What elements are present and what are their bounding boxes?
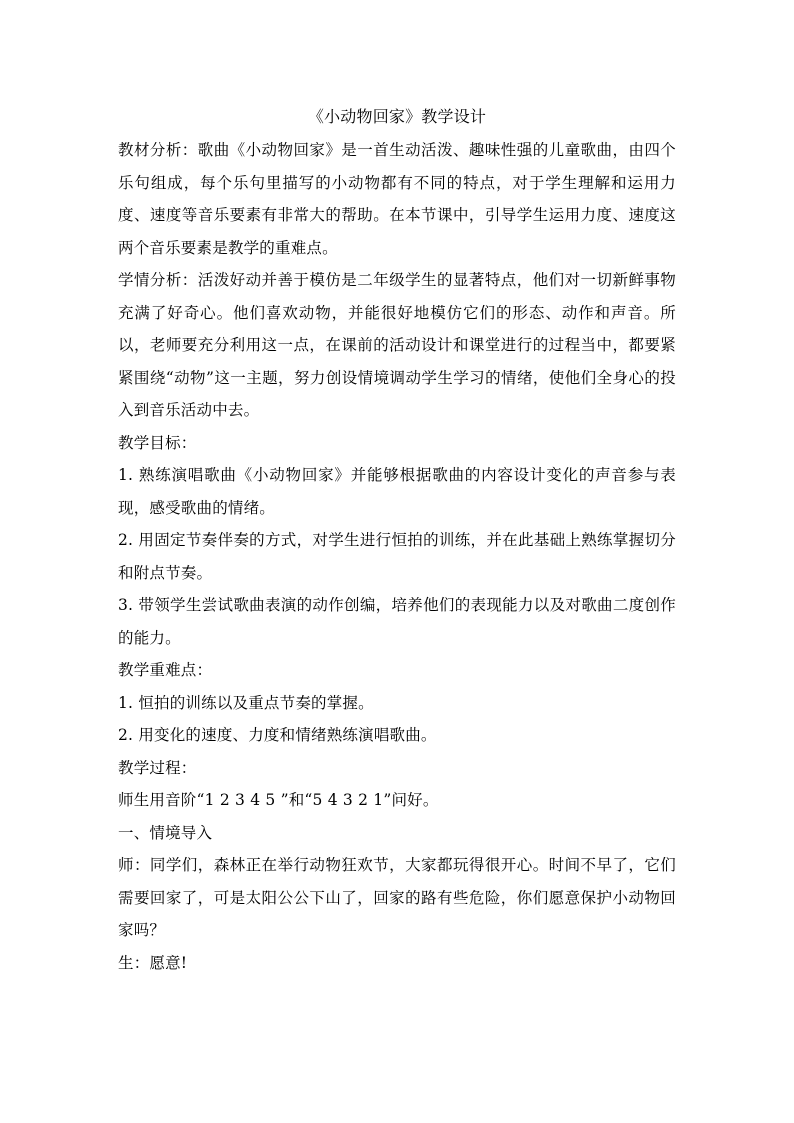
teaching-goals-heading: 教学目标： <box>118 433 197 452</box>
key-point-2: 2. 用变化的速度、力度和情绪熟练演唱歌曲。 <box>118 726 437 744</box>
student-analysis-paragraph: 学情分析：活泼好动并善于模仿是二年级学生的显著特点，他们对一切新鲜事物充满了好奇心。他们喜欢动物，并能很好地模仿它们的形态、动作和声音。所以，老师要充分利用这一点，在课前的活动设计和课堂进行的过程当中，都要紧紧围绕“动物”这一主题，努力创设情境调动学生学习的情绪，使他们全身心的投入到音乐活动中去。 <box>118 271 676 419</box>
material-analysis-paragraph: 教材分析：歌曲《小动物回家》是一首生动活泼、趣味性强的儿童歌曲，由四个乐句组成，每个乐句里描写的小动物都有不同的特点，对于学生理解和运用力度、速度等音乐要素有非常大的帮助。在本节课中，引导学生运用力度、速度这两个音乐要素是教学的重难点。 <box>118 141 676 257</box>
document-title: 《小动物回家》教学设计 <box>307 107 487 126</box>
teaching-goal-1: 1. 熟练演唱歌曲《小动物回家》并能够根据歌曲的内容设计变化的声音参与表现，感受歌曲的情绪。 <box>118 466 676 517</box>
section-1-heading: 一、情境导入 <box>118 823 213 842</box>
document-body <box>118 104 676 979</box>
teaching-goal-3: 3. 带领学生尝试歌曲表演的动作创编，培养他们的表现能力以及对歌曲二度创作的能力。 <box>118 596 676 647</box>
student-dialogue: 生：愿意! <box>118 953 188 972</box>
greeting-line: 师生用音阶“1 2 3 4 5 ”和“5 4 3 2 1”问好。 <box>118 791 439 809</box>
key-points-heading: 教学重难点： <box>118 661 213 679</box>
teaching-process-heading: 教学过程： <box>118 758 197 777</box>
teaching-goal-2: 2. 用固定节奏伴奏的方式，对学生进行恒拍的训练，并在此基础上熟练掌握切分和附点节奏。 <box>118 531 676 582</box>
key-point-1: 1. 恒拍的训练以及重点节奏的掌握。 <box>118 693 374 712</box>
teacher-dialogue: 师：同学们，森林正在举行动物狂欢节，大家都玩得很开心。时间不早了，它们需要回家了，可是太阳公公下山了，回家的路有些危险，你们愿意保护小动物回家吗？ <box>118 856 676 939</box>
